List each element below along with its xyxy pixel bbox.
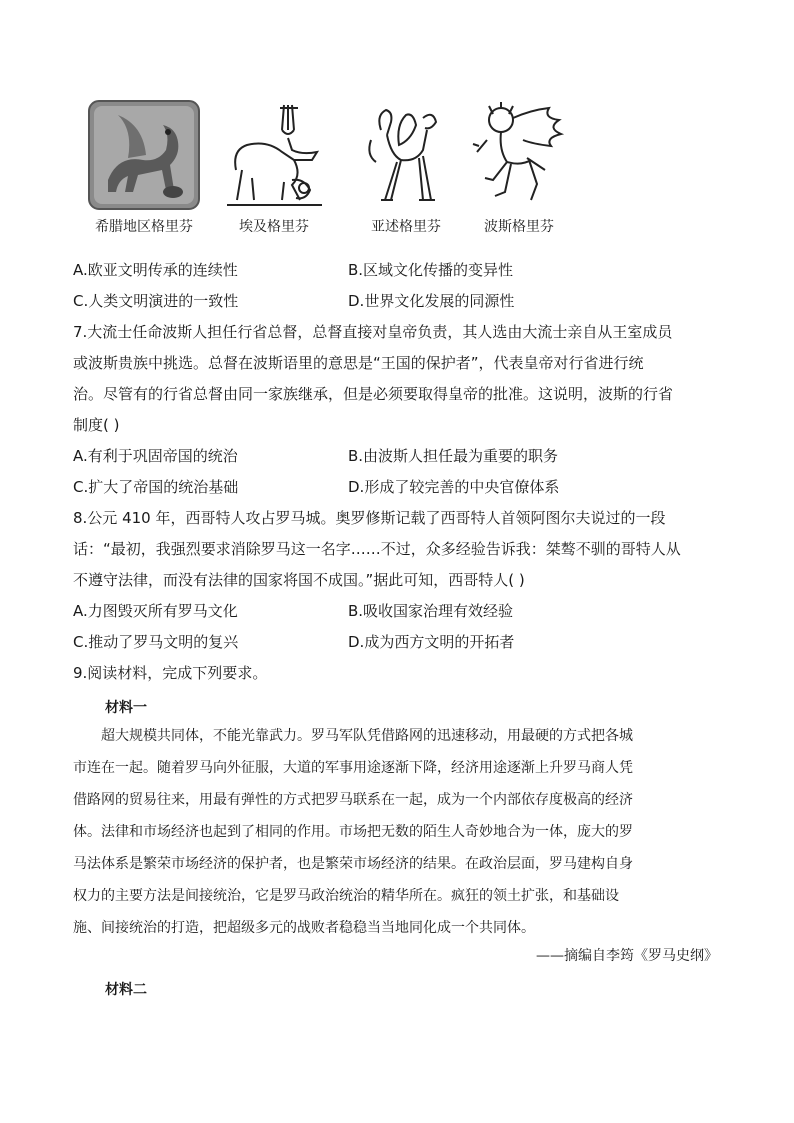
greek-griffin-seal-icon: [88, 100, 200, 210]
material-1-heading: 材料一: [105, 700, 147, 716]
figure-caption: 希腊地区格里芬: [95, 219, 193, 235]
q7-stem-line: 或波斯贵族中挑选。总督在波斯语里的意思是“王国的保护者”，代表皇帝对行省进行统: [73, 354, 644, 372]
q6-option-c[interactable]: C.人类文明演进的一致性: [73, 292, 239, 310]
q7-option-b[interactable]: B.由波斯人担任最为重要的职务: [348, 447, 559, 465]
material-1-source: ——摘编自李筠《罗马史纲》: [536, 948, 718, 964]
q8-option-b[interactable]: B.吸收国家治理有效经验: [348, 602, 514, 620]
q7-stem-line: 制度( ): [73, 416, 120, 434]
q7-option-c[interactable]: C.扩大了帝国的统治基础: [73, 478, 239, 496]
figure-caption: 埃及格里芬: [239, 219, 309, 235]
q8-stem-line: 话：“最初，我强烈要求消除罗马这一名字……不过，众多经验告诉我：桀骜不驯的哥特人从: [73, 540, 681, 558]
q7-stem-line: 7.大流士任命波斯人担任行省总督，总督直接对皇帝负责，其人选由大流士亲自从王室成员: [73, 323, 673, 341]
q7-option-a[interactable]: A.有利于巩固帝国的统治: [73, 447, 238, 465]
q6-option-a[interactable]: A.欧亚文明传承的连续性: [73, 261, 238, 279]
q8-option-a[interactable]: A.力图毁灭所有罗马文化: [73, 602, 238, 620]
q6-option-b[interactable]: B.区域文化传播的变异性: [348, 261, 514, 279]
material-2-heading: 材料二: [105, 982, 147, 998]
q8-option-c[interactable]: C.推动了罗马文明的复兴: [73, 633, 239, 651]
material-1-line: 借路网的贸易往来，用最有弹性的方式把罗马联系在一起，成为一个内部依存度极高的经济: [73, 792, 633, 808]
q8-stem-line: 8.公元 410 年，西哥特人攻占罗马城。奥罗修斯记载了西哥特人首领阿图尔夫说过的一段: [73, 509, 666, 527]
q9-stem: 9.阅读材料，完成下列要求。: [73, 664, 268, 682]
figure-persian-griffin: [469, 100, 569, 236]
figure-greek-griffin: [84, 100, 204, 236]
persian-griffin-icon: [471, 100, 567, 210]
q6-option-d[interactable]: D.世界文化发展的同源性: [348, 292, 515, 310]
figure-assyrian-griffin: [356, 100, 456, 236]
q7-option-d[interactable]: D.形成了较完善的中央官僚体系: [348, 478, 560, 496]
material-1-line: 马法体系是繁荣市场经济的保护者，也是繁荣市场经济的结果。在政治层面，罗马建构自身: [73, 856, 633, 872]
q7-stem-line: 治。尽管有的行省总督由同一家族继承，但是必须要取得皇帝的批准。这说明，波斯的行省: [73, 385, 674, 403]
griffin-figures: [84, 100, 574, 245]
material-1-line: 体。法律和市场经济也起到了相同的作用。市场把无数的陌生人奇妙地合为一体，庞大的罗: [73, 824, 633, 840]
q8-option-d[interactable]: D.成为西方文明的开拓者: [348, 633, 515, 651]
figure-caption: 波斯格里芬: [484, 219, 554, 235]
material-1-line: 施、间接统治的打造，把超级多元的战败者稳稳当当地同化成一个共同体。: [73, 920, 535, 936]
figure-caption: 亚述格里芬: [371, 219, 441, 235]
assyrian-griffin-icon: [361, 100, 451, 210]
material-1-line: 超大规模共同体，不能光靠武力。罗马军队凭借路网的迅速移动，用最硬的方式把各城: [73, 728, 633, 744]
material-1-line: 市连在一起。随着罗马向外征服，大道的军事用途逐渐下降，经济用途逐渐上升罗马商人凭: [73, 760, 633, 776]
q8-stem-line: 不遵守法律，而没有法律的国家将国不成国。”据此可知，西哥特人( ): [73, 571, 525, 589]
material-1-line: 权力的主要方法是间接统治，它是罗马政治统治的精华所在。疯狂的领土扩张，和基础设: [73, 888, 619, 904]
figure-egyptian-griffin: [219, 100, 329, 236]
egyptian-griffin-icon: [222, 100, 326, 210]
